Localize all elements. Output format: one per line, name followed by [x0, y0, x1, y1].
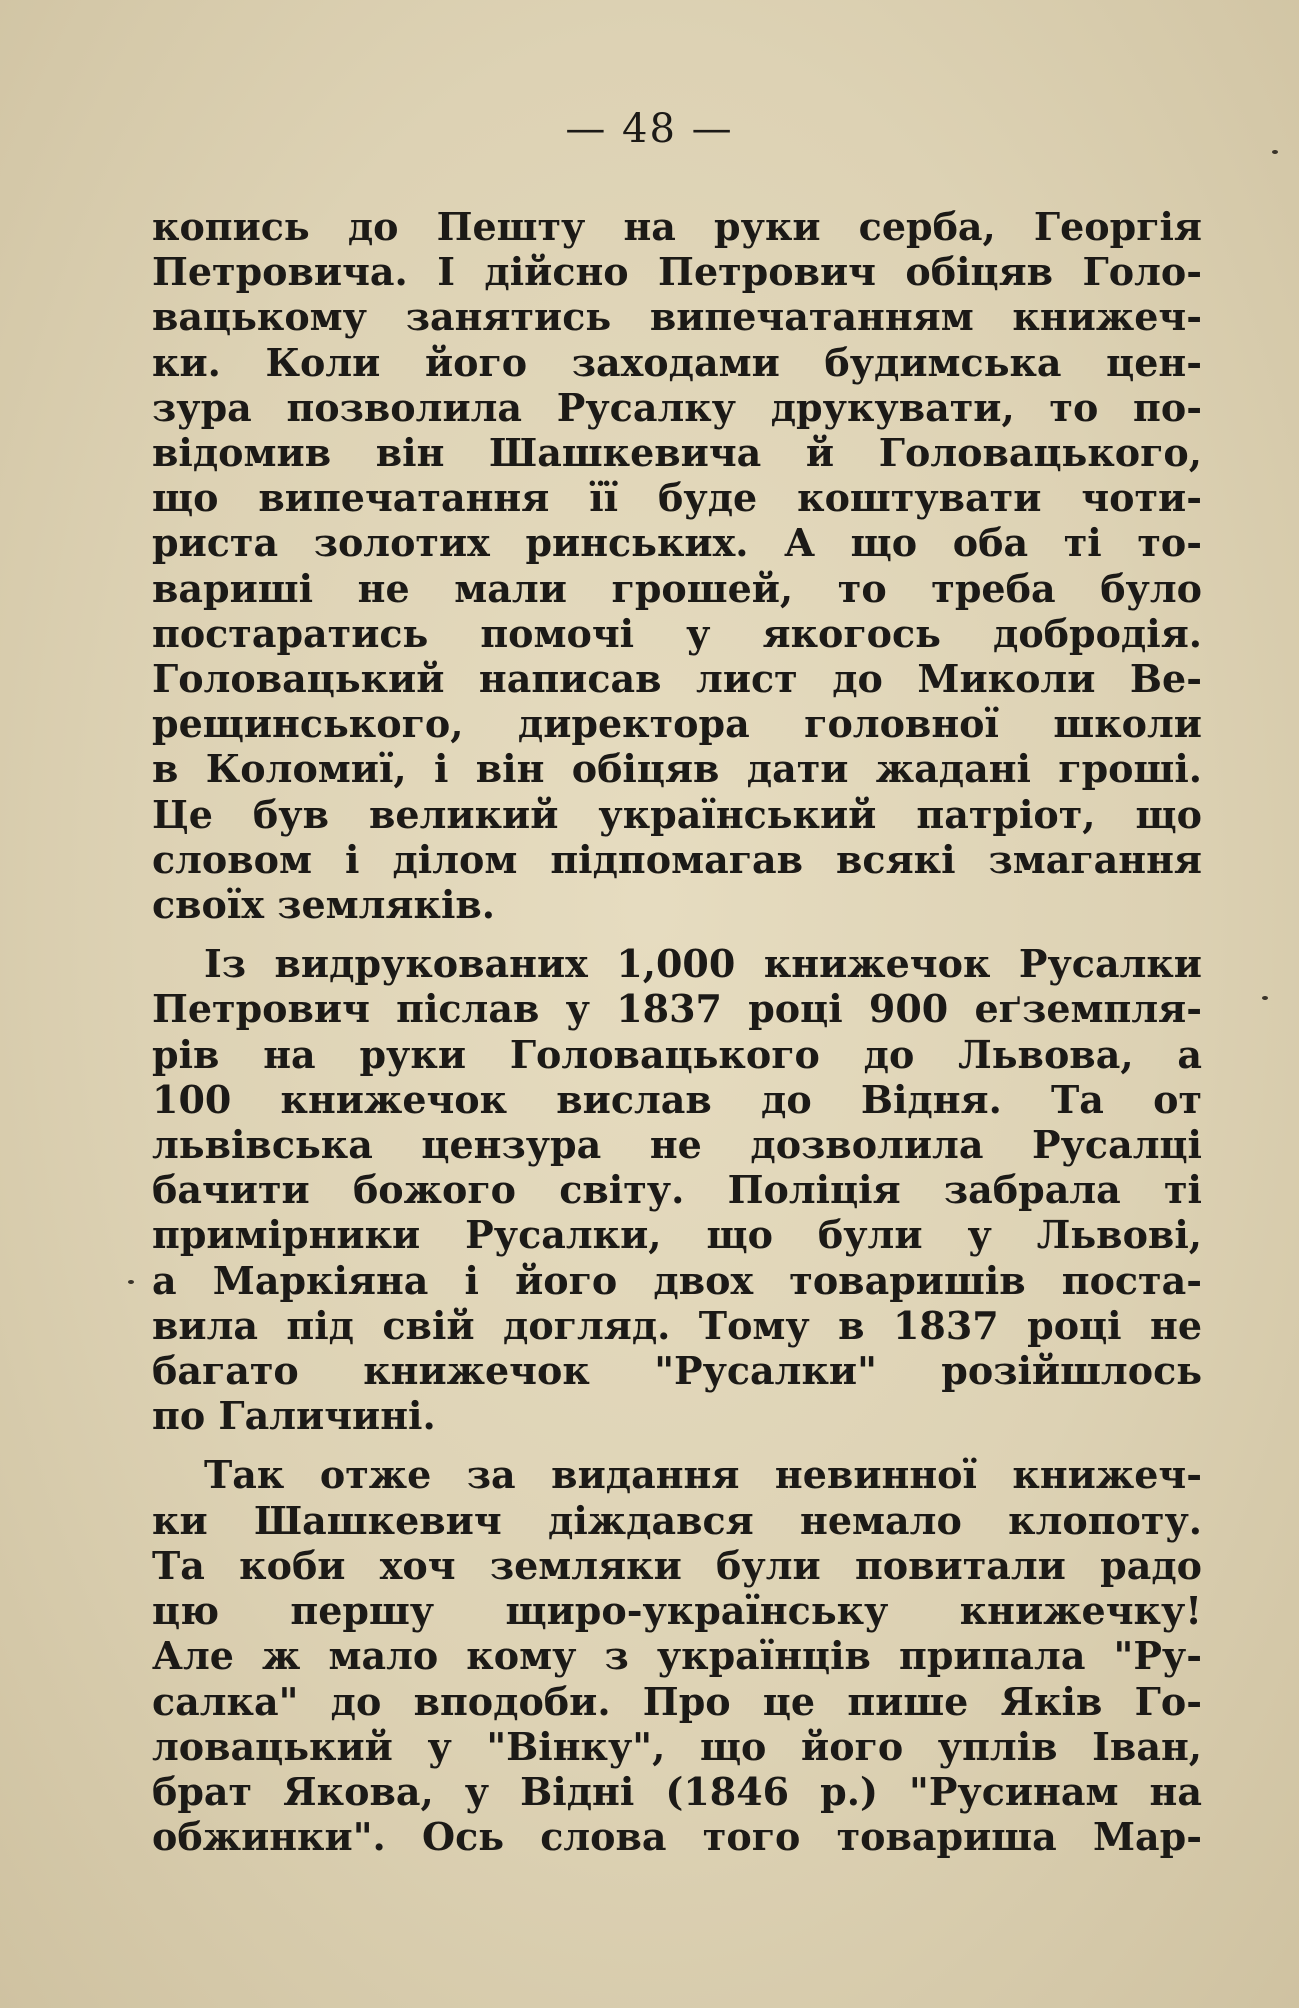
text-line: Та коби хоч земляки були повитали радо	[152, 1542, 1202, 1588]
text-line: Із видрукованих 1,000 книжечок Русалки	[204, 941, 1202, 987]
text-line: відомив він Шашкевича й Головацького,	[152, 430, 1202, 476]
text-line: по Галичині.	[152, 1393, 436, 1439]
text-line: Петровича. І дійсно Петрович обіцяв Голо-	[152, 249, 1202, 295]
text-line: словом і ділом підпомагав всякі змагання	[152, 836, 1202, 882]
text-line: 100 книжечок вислав до Відня. Та от	[152, 1076, 1202, 1122]
text-line: постаратись помочі у якогось добродія.	[152, 610, 1202, 656]
print-speck	[128, 1280, 134, 1284]
text-line: риста золотих ринських. А що оба ті то-	[152, 520, 1202, 566]
print-speck	[1262, 996, 1268, 1000]
body-text	[152, 204, 1202, 1873]
text-line: своїх земляків.	[152, 882, 496, 928]
text-line: рів на руки Головацького до Львова, а	[152, 1031, 1202, 1077]
paragraph-3	[152, 1452, 1202, 1859]
paragraph-2	[152, 941, 1202, 1438]
text-line: багато книжечок "Русалки" розійшлось	[152, 1348, 1202, 1394]
text-line: бачити божого світу. Поліція забрала ті	[152, 1167, 1202, 1213]
text-line: цю першу щиро-українську книжечку!	[152, 1588, 1202, 1634]
page-number: — 48 —	[565, 106, 734, 152]
text-line: копись до Пешту на руки серба, Георгія	[152, 204, 1202, 249]
text-line: ки. Коли його заходами будимська цен-	[152, 339, 1202, 385]
text-line: брат Якова, у Відні (1846 р.) "Русинам на	[152, 1768, 1202, 1814]
text-line: вариші не мали грошей, то треба було	[152, 565, 1202, 611]
text-line: ки Шашкевич діждався немало клопоту.	[152, 1497, 1202, 1543]
text-line: Головацький написав лист до Миколи Ве-	[152, 656, 1202, 702]
text-line: в Коломиї, і він обіцяв дати жадані гроші.	[152, 746, 1202, 792]
text-line: а Маркіяна і його двох товаришів поста-	[152, 1257, 1202, 1303]
text-line: обжинки". Ось слова того товариша Мар-	[152, 1814, 1202, 1860]
text-line: ловацький у "Вінку", що його уплів Іван,	[152, 1723, 1202, 1769]
text-line: примірники Русалки, що були у Львові,	[152, 1212, 1202, 1258]
text-line: Петрович післав у 1837 році 900 еґземпля-	[152, 986, 1202, 1032]
text-line: Так отже за видання невинної книжеч-	[204, 1452, 1202, 1498]
text-line: львівська цензура не дозволила Русалці	[152, 1122, 1202, 1168]
text-line: Це був великий український патріот, що	[152, 791, 1202, 837]
text-line: вила під свій догляд. Тому в 1837 році не	[152, 1302, 1202, 1348]
text-line: салка" до вподоби. Про це пише Яків Го-	[152, 1678, 1202, 1724]
text-line: зура позволила Русалку друкувати, то по-	[152, 384, 1202, 430]
text-line: вацькому занятись випечатанням книжеч-	[152, 294, 1202, 340]
text-line: що випечатання її буде коштувати чоти-	[152, 475, 1202, 521]
print-speck	[1272, 150, 1278, 154]
text-line: рещинського, директора головної школи	[152, 701, 1202, 747]
paragraph-1	[152, 204, 1202, 927]
text-line: Але ж мало кому з українців припала "Ру-	[152, 1633, 1202, 1679]
